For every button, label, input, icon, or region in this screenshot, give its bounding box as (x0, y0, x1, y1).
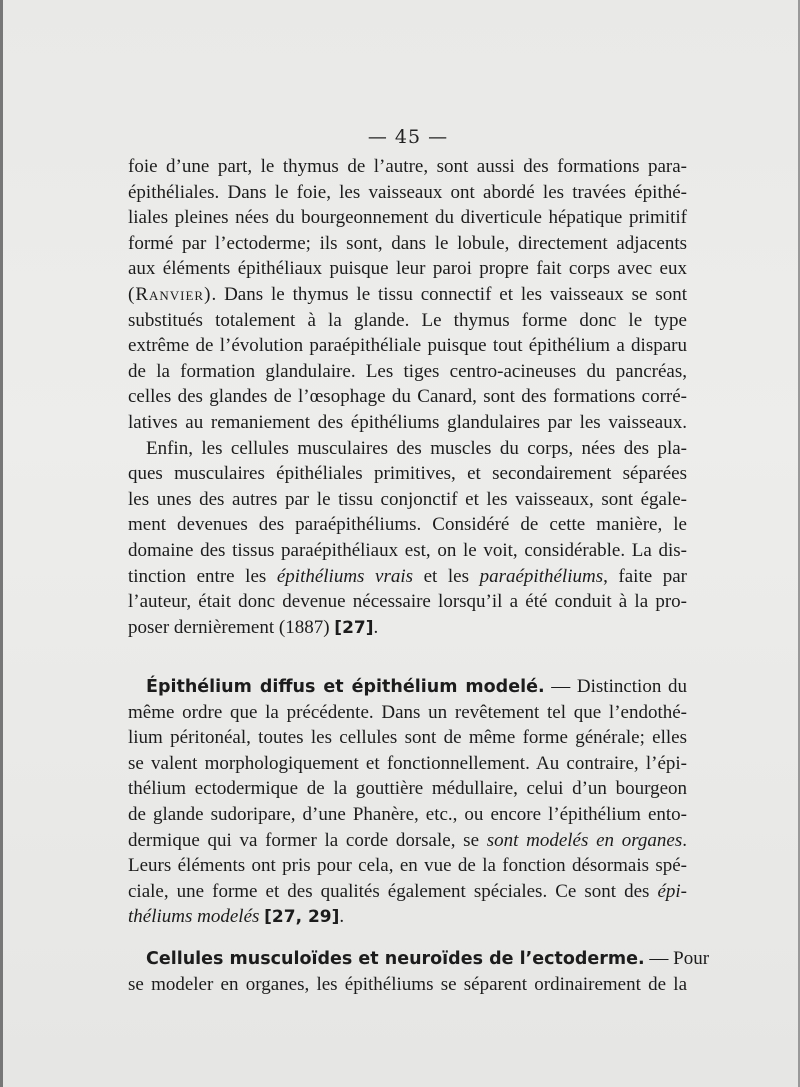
italic-term: épithéliums vrais (276, 565, 414, 587)
text-fragment: , faite par (603, 565, 688, 587)
reference-citation: [27] (334, 617, 374, 638)
text-line: l’auteur, était donc devenue nécessaire lorsqu’il a été conduit à la pro- (128, 591, 687, 613)
text-line: même ordre que la précédente. Dans un revêtement tel que l’endothé- (128, 701, 687, 723)
text-fragment: — Pour (644, 948, 710, 969)
italic-term: sont modelés en organes (486, 829, 683, 851)
text-line: foie d’une part, le thymus de l’autre, sont aussi des formations para- (128, 156, 687, 177)
author-name-ranvier: (Ranvier) (128, 283, 212, 305)
text-line: épithéliales. Dans le foie, les vaisseaux ont abordé les travées épithé- (128, 181, 687, 203)
text-line: de glande sudoripare, d’une Phanère, etc., ou encore l’épithélium ento- (128, 803, 687, 825)
text-line (128, 946, 710, 972)
text-line: substitués totalement à la glande. Le thymus forme donc le type (128, 309, 687, 331)
text-line: les unes des autres par le tissu conjonctif et les vaisseaux, sont égale- (128, 488, 687, 510)
text-line: de la formation glandulaire. Les tiges centro-acineuses du pancréas, (128, 360, 687, 382)
text-line (128, 674, 687, 700)
text-fragment: . (682, 829, 687, 851)
italic-term: théliums modelés (128, 906, 260, 928)
page-number: — 45 — (367, 126, 449, 148)
text-line: ques musculaires épithéliales primitives, et secondairement séparées (128, 463, 687, 485)
text-line (128, 828, 687, 854)
body-text-block-2 (128, 674, 687, 930)
section-heading: Cellules musculoïdes et neuroïdes de l’ectoderme. (146, 949, 645, 969)
text-line: latives au remaniement des épithéliums glandulaires par les vaisseaux. (128, 411, 687, 433)
body-text-block-3 (128, 946, 710, 997)
text-line: se modeler en organes, les épithéliums se séparent ordinairement de la (128, 973, 687, 995)
text-line (128, 282, 687, 308)
text-line (128, 879, 687, 905)
reference-citation: [27, 29] (264, 907, 340, 928)
text-line: Leurs éléments ont pris pour cela, en vue de la fonction désormais spé- (128, 855, 687, 877)
text-line: ment devenues des paraépithéliums. Considéré de cette manière, le (128, 514, 687, 536)
text-fragment: ciale, une forme et des qualités également spéciales. Ce sont des (128, 880, 650, 902)
text-fragment: poser dernièrement (1887) (128, 616, 330, 638)
text-line: lium péritonéal, toutes les cellules sont de même forme générale; elles (128, 727, 687, 749)
text-fragment: tinction entre les (128, 565, 267, 587)
text-fragment: . Dans le thymus le tissu connectif et les vaisseaux se sont (211, 283, 687, 305)
italic-term: paraépithéliums (479, 565, 604, 587)
text-fragment: — Distinction du (544, 676, 687, 697)
section-heading: Épithélium diffus et épithélium modelé. (146, 677, 545, 697)
text-line: se valent morphologiquement et fonctionnellement. Au contraire, l’épi- (128, 752, 687, 774)
text-line (128, 564, 687, 590)
text-fragment: dermique qui va former la corde dorsale, se (128, 829, 479, 851)
text-line (128, 904, 687, 930)
text-line: celles des glandes de l’œsophage du Canard, sont des formations corré- (128, 386, 687, 408)
text-fragment: . (373, 616, 379, 638)
scan-edge-left (0, 0, 3, 1087)
body-text-block-1 (128, 154, 687, 640)
text-line (128, 615, 687, 641)
text-line: aux éléments épithéliaux puisque leur paroi propre fait corps avec eux (128, 258, 687, 280)
text-line: thélium ectodermique de la gouttière médullaire, celui d’un bourgeon (128, 778, 687, 800)
text-line: domaine des tissus paraépithéliaux est, on le voit, considérable. La dis- (128, 539, 687, 561)
text-fragment: . (339, 906, 345, 928)
text-line: formé par l’ectoderme; ils sont, dans le lobule, directement adjacents (128, 232, 687, 254)
text-line: extrême de l’évolution paraépithéliale puisque tout épithélium a disparu (128, 335, 687, 357)
text-fragment: et les (423, 565, 470, 587)
italic-term: épi- (657, 880, 688, 902)
text-line: Enfin, les cellules musculaires des muscles du corps, nées des pla- (146, 437, 687, 459)
text-line: liales pleines nées du bourgeonnement du diverticule hépatique primitif (128, 207, 687, 229)
